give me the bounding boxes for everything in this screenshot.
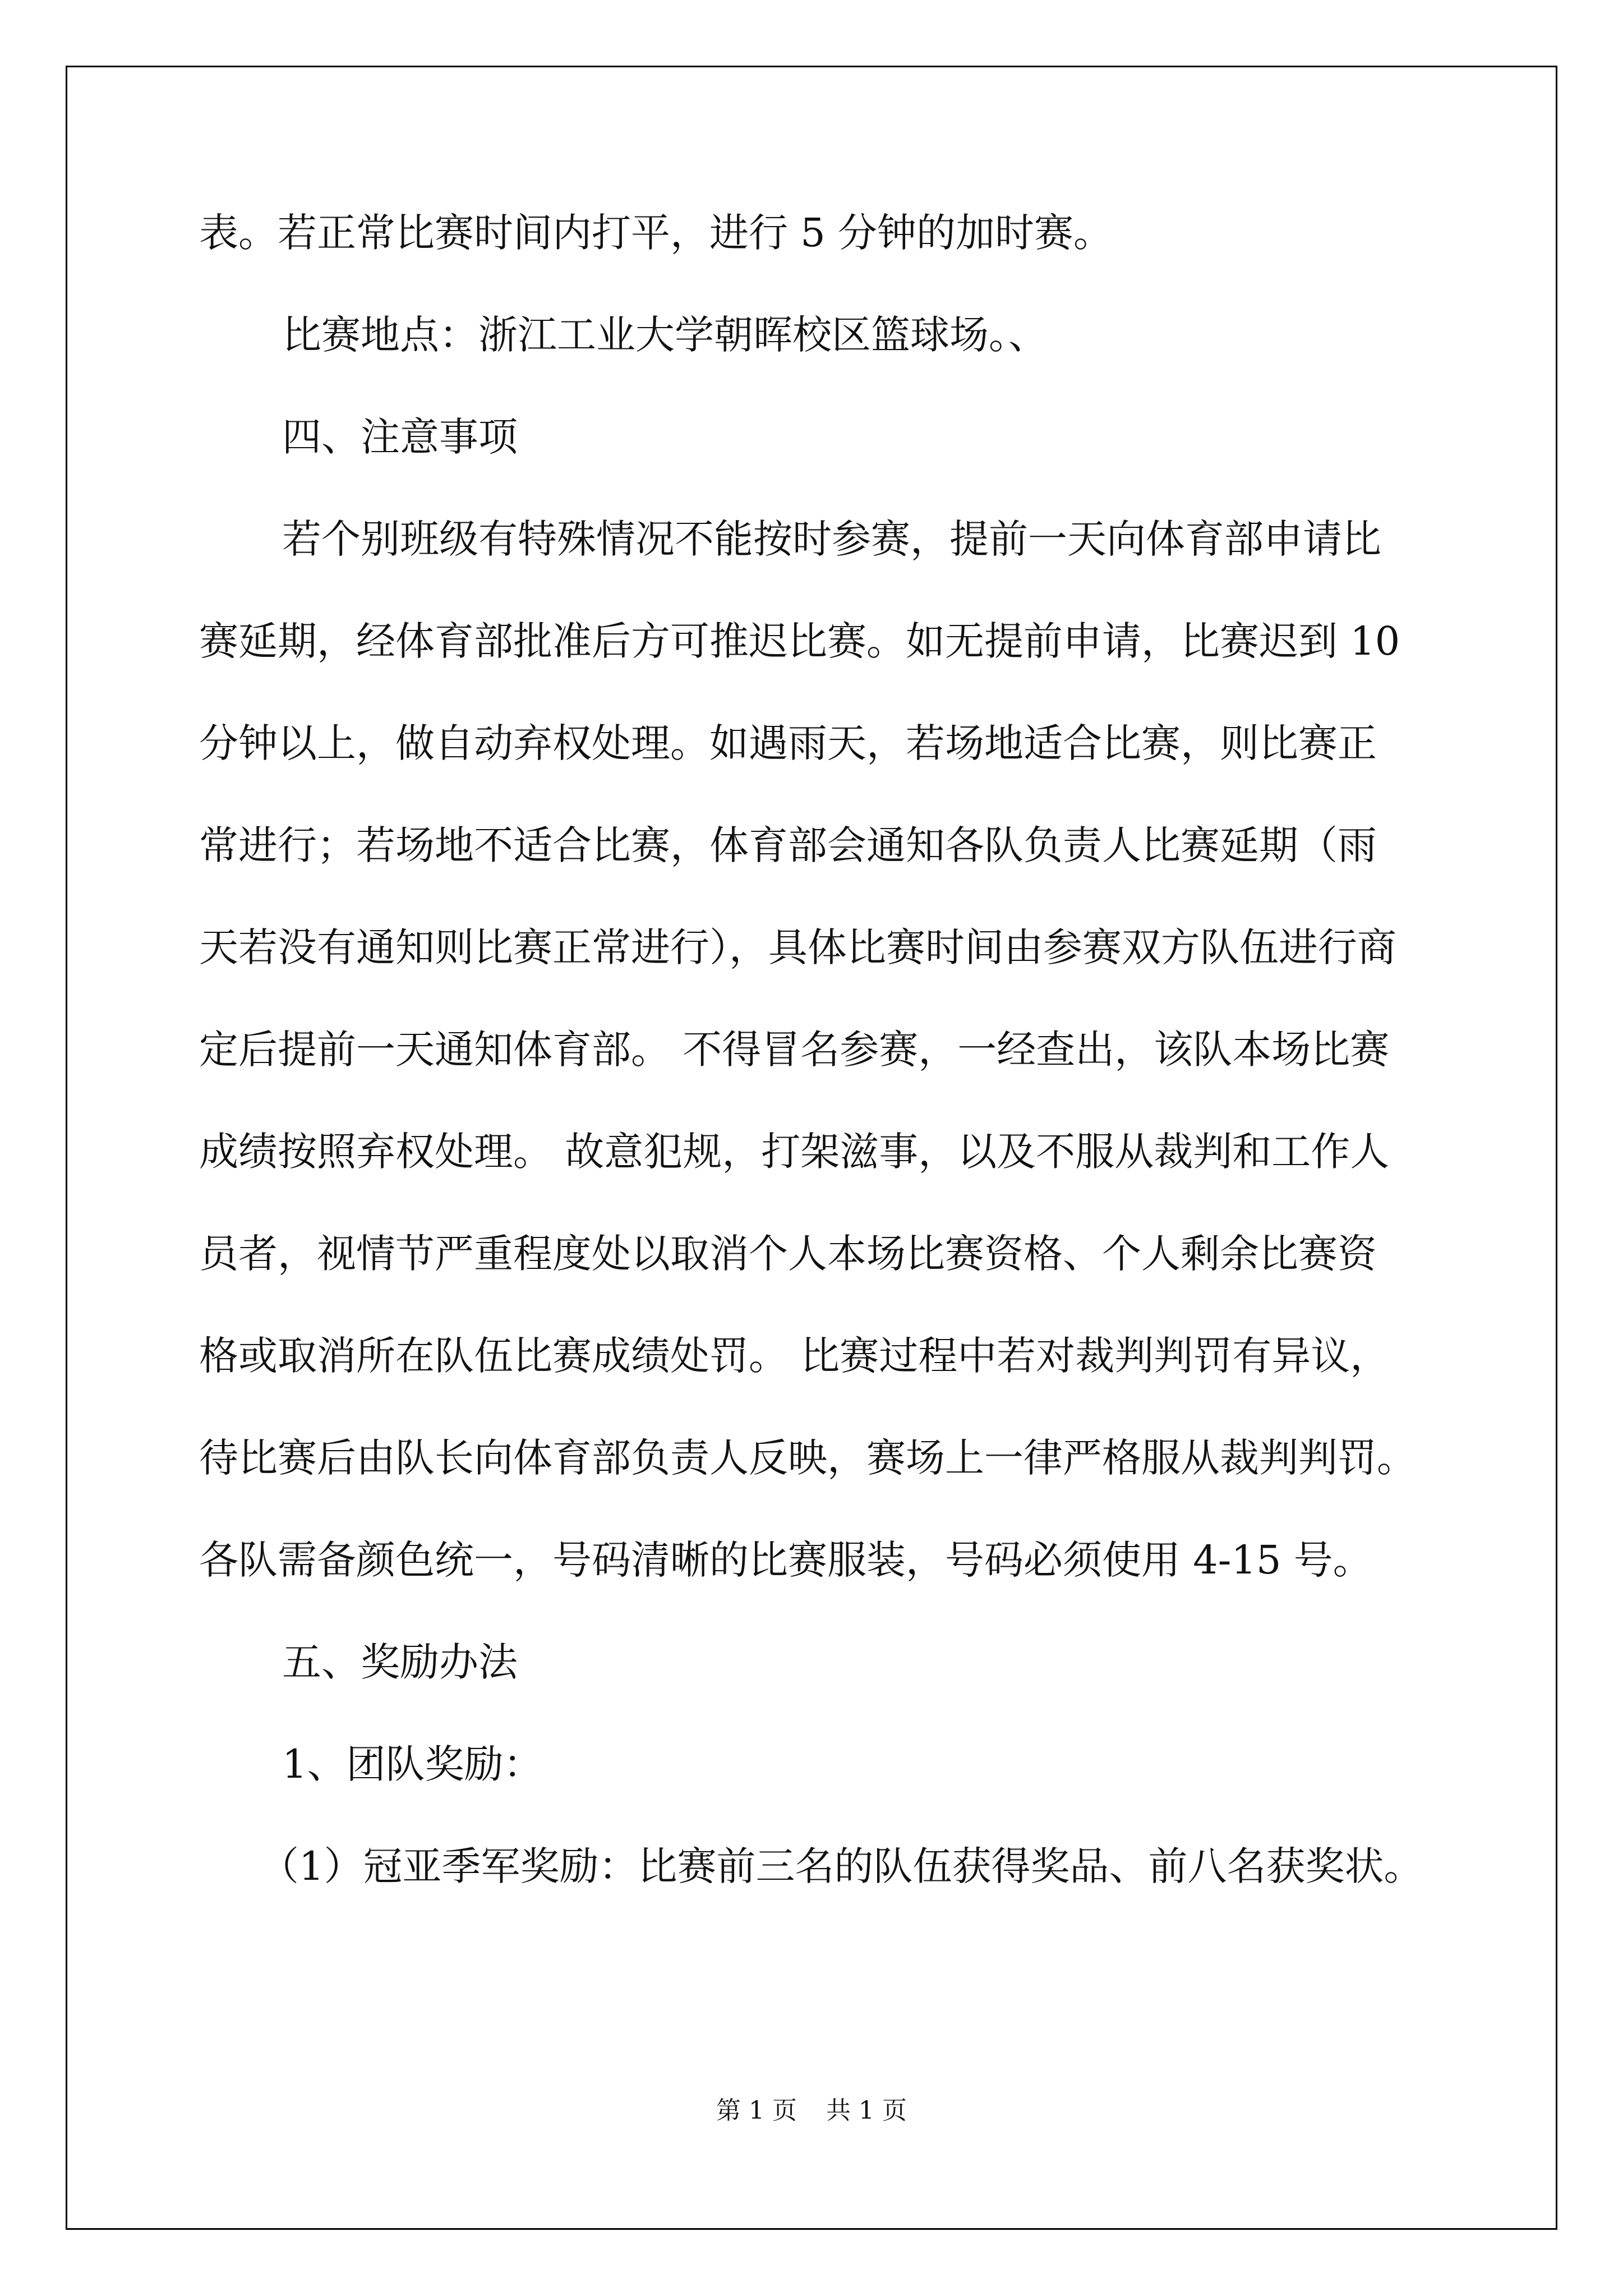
paragraph-line: 各队需备颜色统一，号码清晰的比赛服装，号码必须使用 4-15 号。 bbox=[199, 1537, 1372, 1583]
subsection-heading: 1、团队奖励： bbox=[282, 1741, 543, 1787]
page-footer bbox=[0, 2097, 1623, 2125]
paragraph-line: 若个别班级有特殊情况不能按时参赛，提前一天向体育部申请比 bbox=[282, 516, 1381, 562]
paragraph-line: 定后提前一天通知体育部。 不得冒名参赛，一经查出，该队本场比赛 bbox=[199, 1027, 1390, 1073]
paragraph-line: 待比赛后由队长向体育部负责人反映，赛场上一律严格服从裁判判罚。 bbox=[199, 1435, 1416, 1481]
paragraph-line: 天若没有通知则比赛正常进行），具体比赛时间由参赛双方队伍进行商 bbox=[199, 924, 1396, 970]
page-total: 共 1 页 bbox=[826, 2096, 907, 2125]
section-heading: 五、奖励办法 bbox=[282, 1639, 518, 1685]
paragraph-line: 赛延期，经体育部批准后方可推迟比赛。如无提前申请，比赛迟到 10 bbox=[199, 618, 1400, 664]
paragraph-line: （1）冠亚季军奖励：比赛前三名的队伍获得奖品、前八名获奖状。 bbox=[260, 1843, 1423, 1889]
paragraph-line: 比赛地点：浙江工业大学朝晖校区篮球场。、 bbox=[282, 312, 1048, 358]
paragraph-line: 员者，视情节严重程度处以取消个人本场比赛资格、个人剩余比赛资 bbox=[199, 1231, 1377, 1277]
paragraph-line: 成绩按照弃权处理。 故意犯规，打架滋事，以及不服从裁判和工作人 bbox=[199, 1129, 1390, 1175]
paragraph-line: 分钟以上，做自动弃权处理。如遇雨天，若场地适合比赛，则比赛正 bbox=[199, 720, 1377, 766]
page-number: 第 1 页 bbox=[716, 2096, 797, 2125]
paragraph-line: 格或取消所在队伍比赛成绩处罚。 比赛过程中若对裁判判罚有异议， bbox=[199, 1333, 1390, 1379]
section-heading: 四、注意事项 bbox=[282, 414, 518, 460]
paragraph-line: 表。若正常比赛时间内打平，进行 5 分钟的加时赛。 bbox=[199, 210, 1113, 256]
paragraph-line: 常进行；若场地不适合比赛，体育部会通知各队负责人比赛延期（雨 bbox=[199, 822, 1377, 868]
